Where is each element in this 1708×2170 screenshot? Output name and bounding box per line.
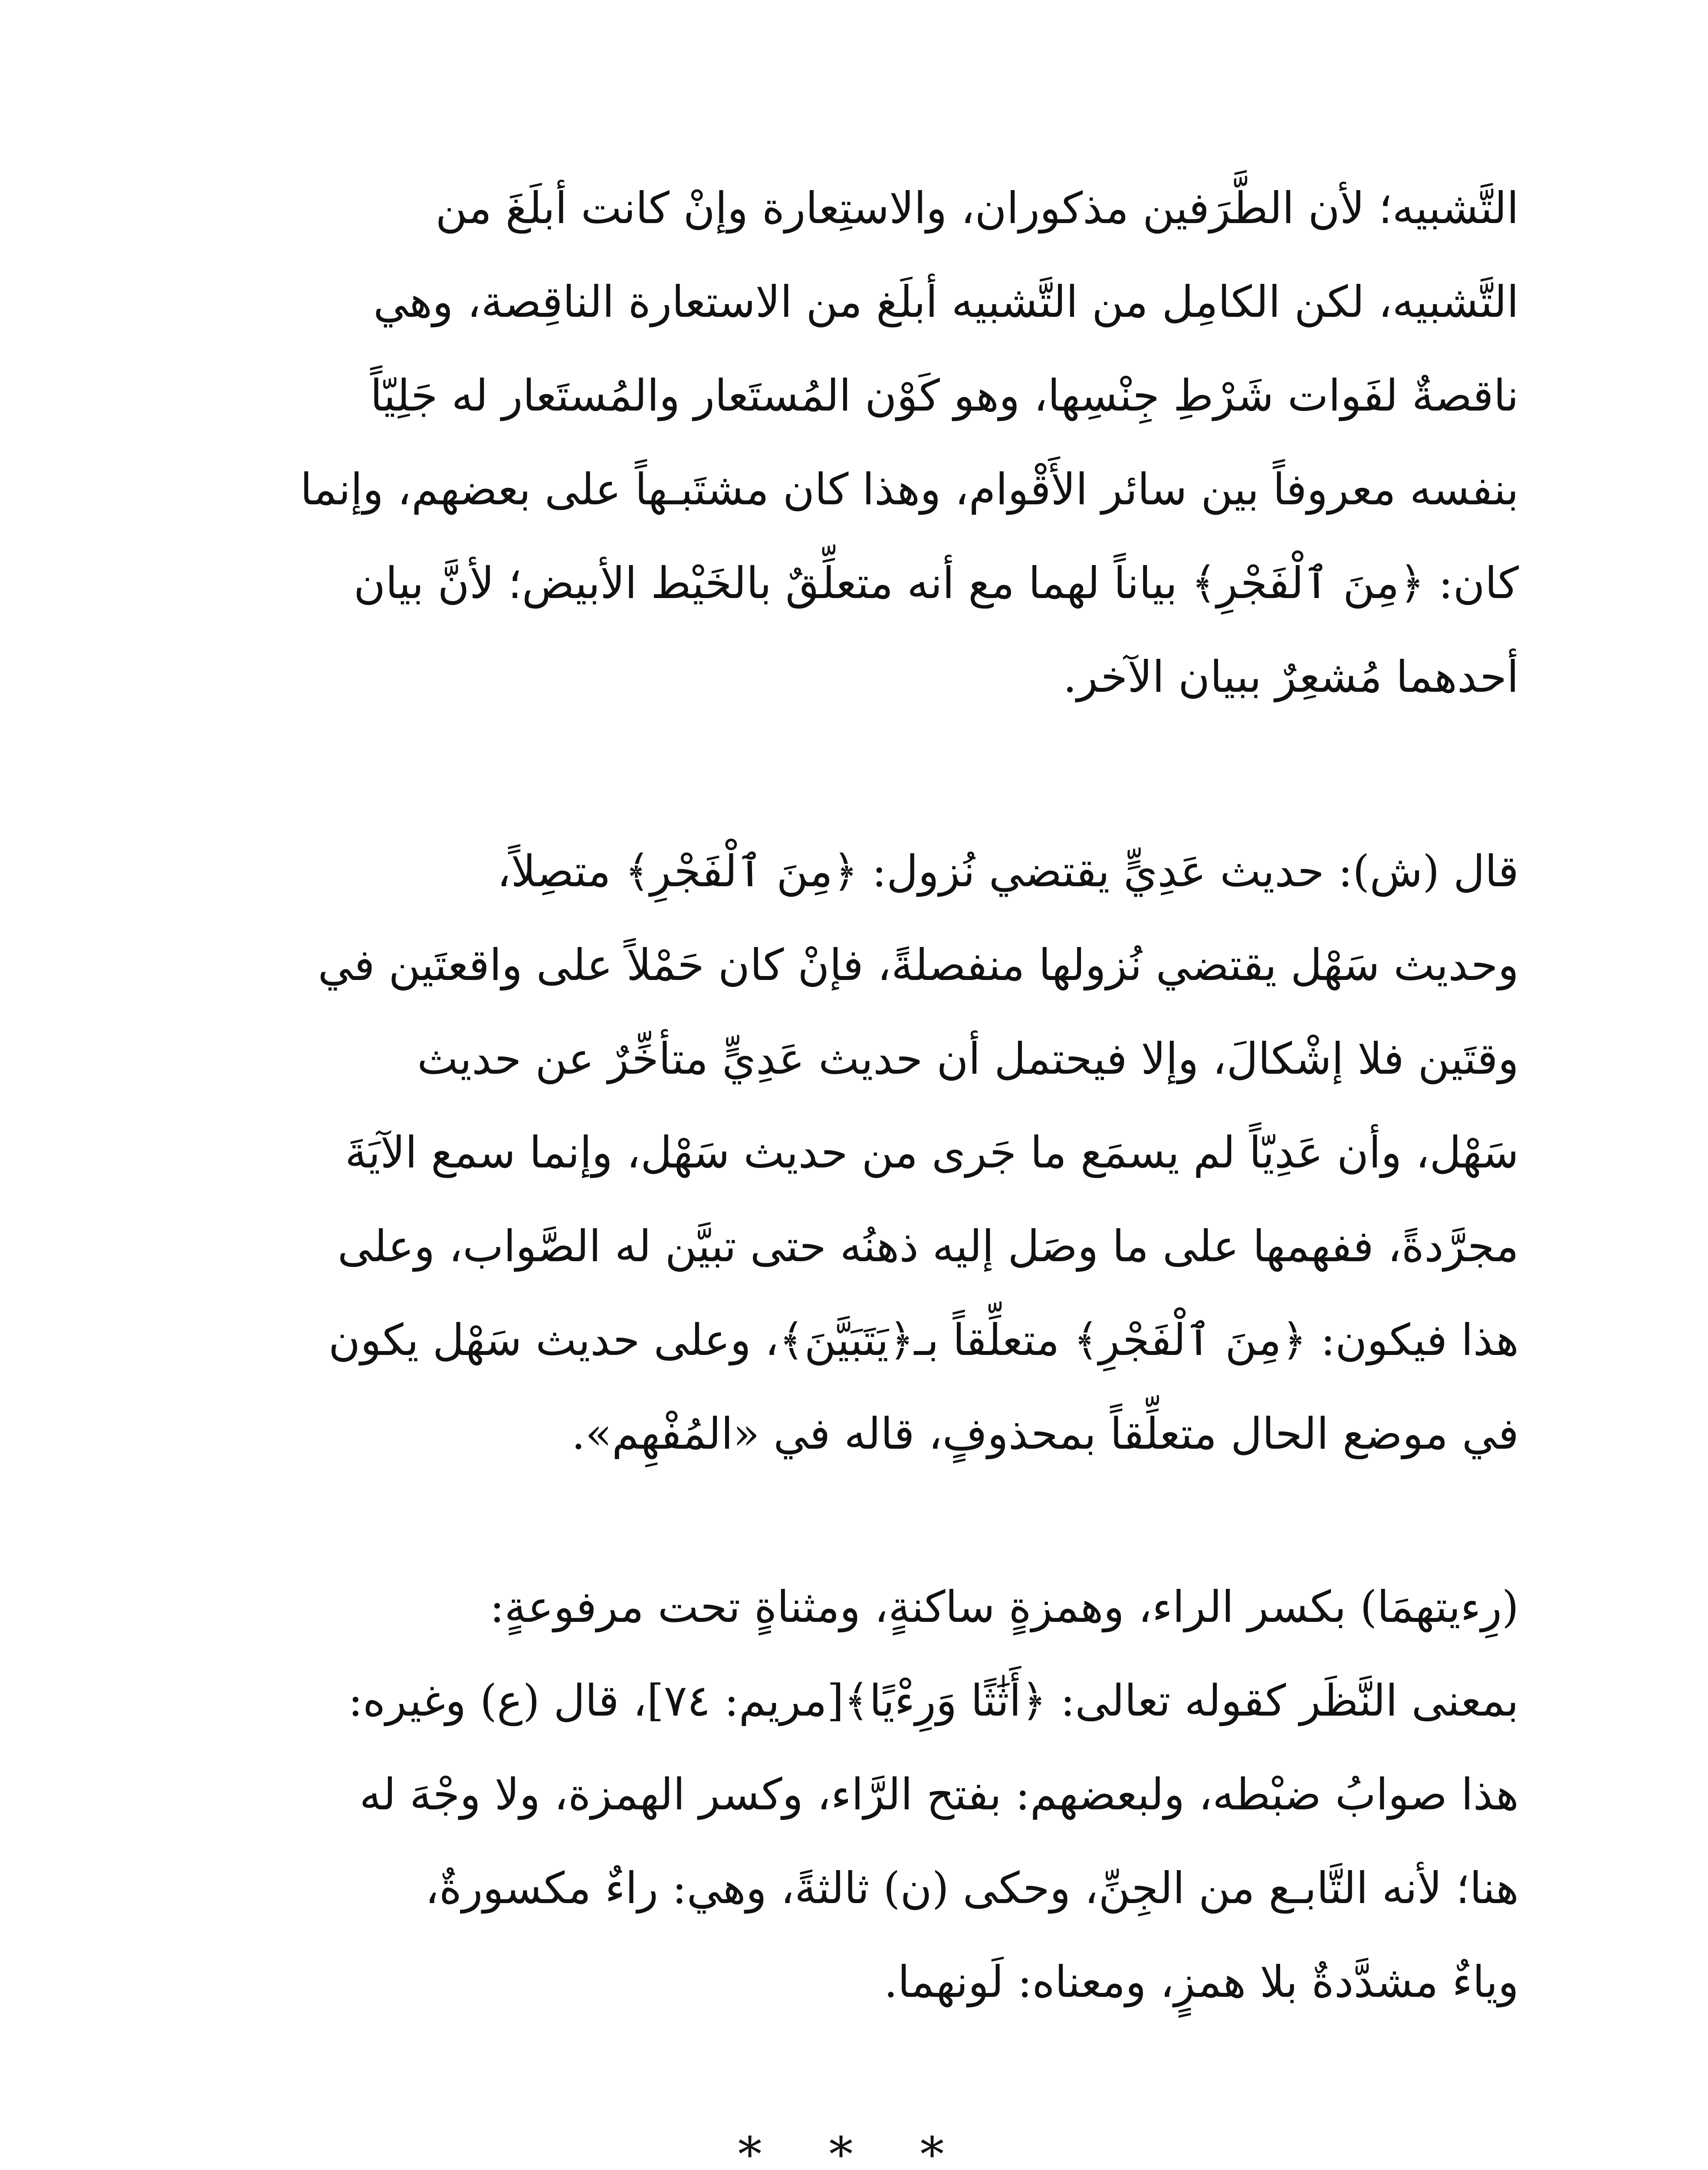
paragraph-line: وقتَين فلا إشْكالَ، وإلا فيحتمل أن حديث عَدِيٍّ متأخِّرٌ عن حديث xyxy=(417,1033,1519,1084)
paragraph-line: هنا؛ لأنه التَّابـع من الجِنِّ، وحكى (ن) ثالثةً، وهي: راءٌ مكسورةٌ، xyxy=(425,1863,1519,1914)
paragraph-line: بمعنى النَّظَر كقوله تعالى: ﴿أَثَٰثًا وَرِءْيًا﴾[مريم: ٧٤]، قال (ع) وغيره: xyxy=(348,1675,1519,1726)
paragraph-line: التَّشبيه؛ لأن الطَّرَفين مذكوران، والاستِعارة وإنْ كانت أبلَغَ من xyxy=(435,183,1519,233)
paragraph-line: قال (ش): حديث عَدِيٍّ يقتضي نُزول: ﴿مِنَ ٱلْفَجْرِ﴾ متصِلاً، xyxy=(497,846,1519,897)
paragraph-2 xyxy=(191,825,1519,1481)
paragraph-line: هذا صوابُ ضبْطه، ولبعضهم: بفتح الرَّاء، وكسر الهمزة، ولا وجْهَ له xyxy=(359,1769,1519,1820)
paragraph-line: التَّشبيه، لكن الكامِل من التَّشبيه أبلَغ من الاستعارة الناقِصة، وهي xyxy=(373,276,1519,327)
paragraph-line: في موضع الحال متعلِّقاً بمحذوفٍ، قاله في «المُفْهِم». xyxy=(572,1408,1519,1459)
paragraph-line: (رِءيتهمَا) بكسر الراء، وهمزةٍ ساكنةٍ، ومثناةٍ تحت مرفوعةٍ: xyxy=(489,1581,1519,1632)
paragraph-3 xyxy=(191,1560,1519,2029)
paragraph-line: بنفسه معروفاً بين سائر الأَقْوام، وهذا كان مشتَبـهاً على بعضهم، وإنما xyxy=(300,464,1519,515)
paragraph-line: مجرَّدةً، ففهمها على ما وصَل إليه ذهنُه حتى تبيَّن له الصَّواب، وعلى xyxy=(337,1221,1519,1272)
section-divider-ornament: * * * xyxy=(738,2127,970,2170)
paragraph-line: أحدهما مُشعِرٌ ببيان الآخر. xyxy=(1063,651,1519,702)
paragraph-line: كان: ﴿مِنَ ٱلْفَجْرِ﴾ بياناً لهما مع أنه متعلِّقٌ بالخَيْط الأبيض؛ لأنَّ بيان xyxy=(353,558,1519,608)
paragraph-line: هذا فيكون: ﴿مِنَ ٱلْفَجْرِ﴾ متعلِّقاً بـ﴿يَتَبَيَّنَ﴾، وعلى حديث سَهْل يكون xyxy=(328,1315,1519,1365)
paragraph-line: ناقصةٌ لفَوات شَرْطِ جِنْسِها، وهو كَوْن المُستَعار والمُستَعار له جَلِيّاً xyxy=(370,370,1519,421)
paragraph-1 xyxy=(191,161,1519,724)
paragraph-line: وحديث سَهْل يقتضي نُزولها منفصلةً، فإنْ كان حَمْلاً على واقعتَين في xyxy=(318,940,1519,990)
paragraph-line: سَهْل، وأن عَدِيّاً لم يسمَع ما جَرى من حديث سَهْل، وإنما سمع الآيَةَ xyxy=(345,1127,1519,1178)
paragraph-line: وياءٌ مشدَّدةٌ بلا همزٍ، ومعناه: لَونهما. xyxy=(884,1956,1519,2007)
